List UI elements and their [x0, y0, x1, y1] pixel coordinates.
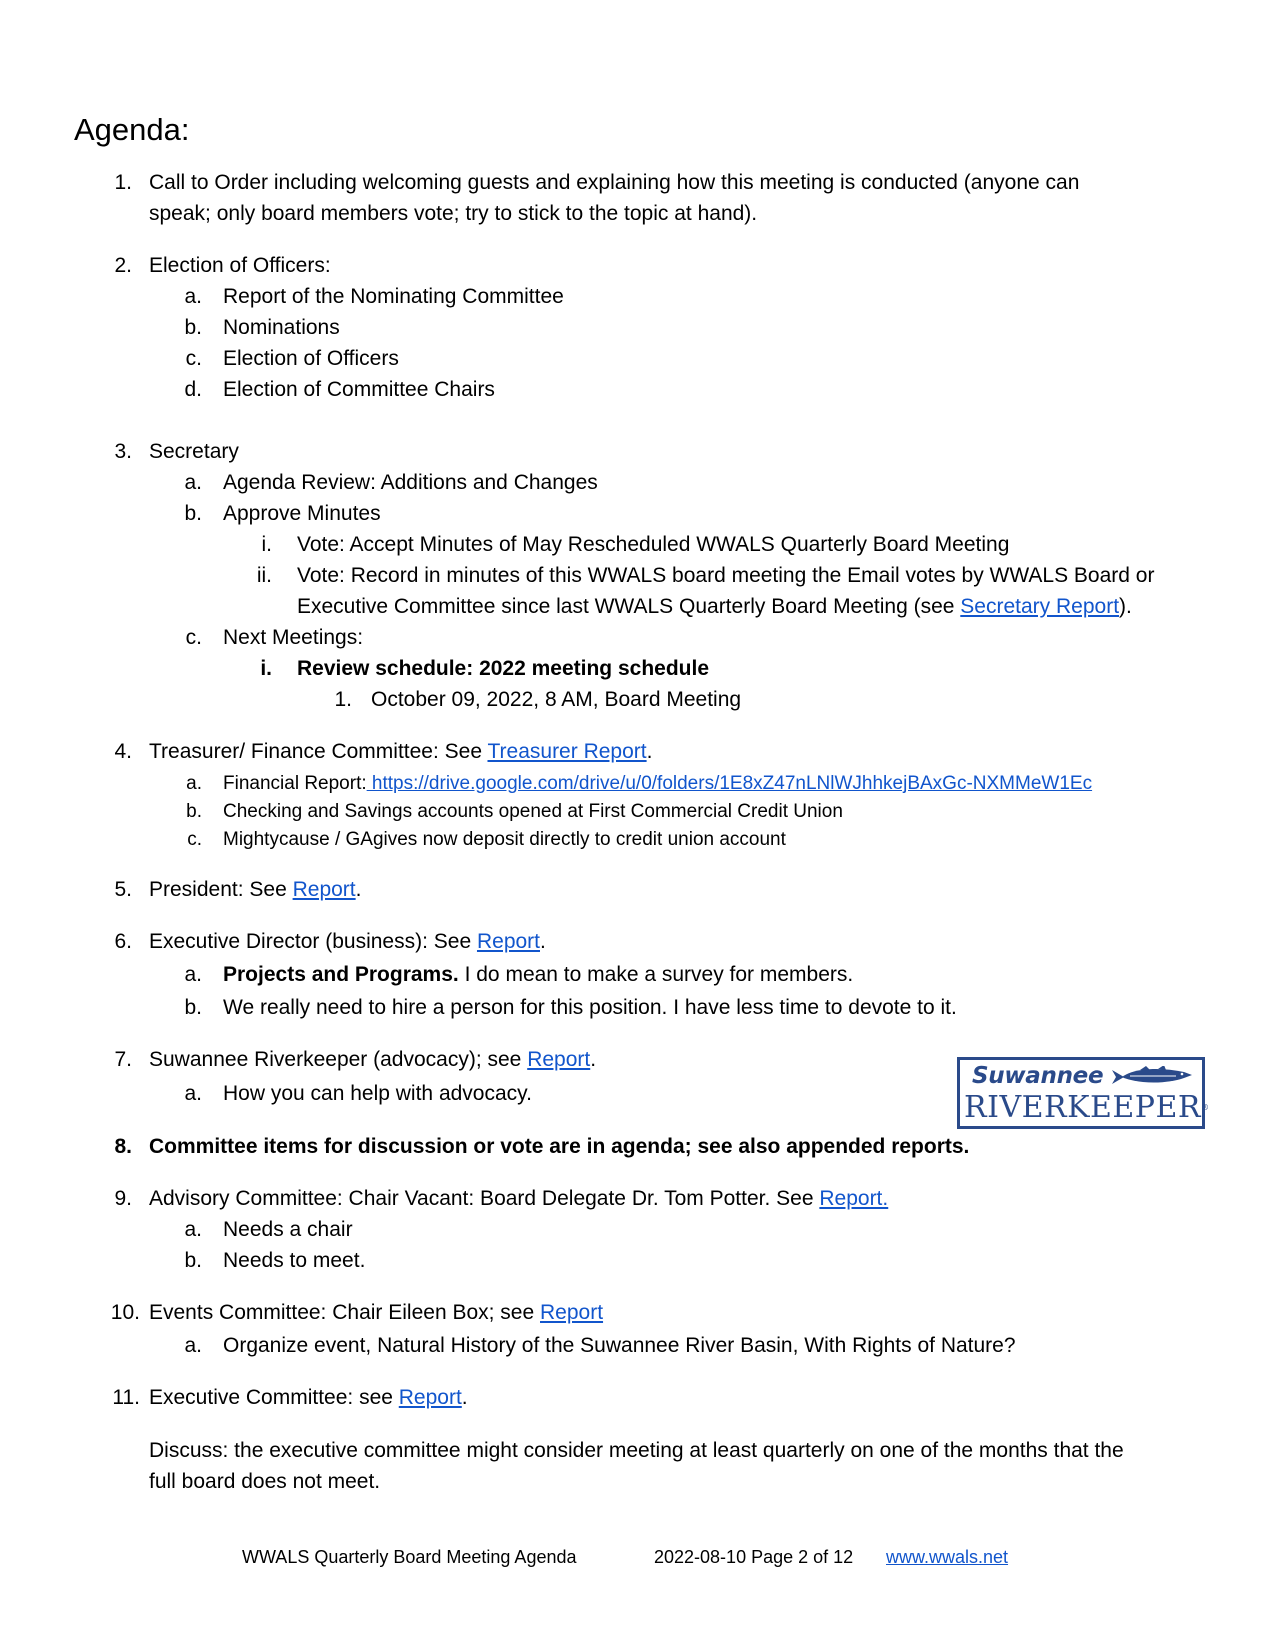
secretary-report-link[interactable]: Secretary Report — [960, 595, 1120, 618]
sub-item-label: b. — [184, 1249, 202, 1272]
text-segment: Executive Committee since last WWALS Quarterly Board Meeting (see — [297, 595, 961, 618]
logo-line-2 — [964, 1092, 1209, 1124]
sub-sub-item-label: i. — [261, 533, 272, 556]
sub-item-label: b. — [184, 316, 202, 339]
item-text — [149, 928, 546, 956]
sub-item-text: How you can help with advocacy. — [223, 1082, 532, 1105]
treasurer-report-link[interactable]: Treasurer Report — [487, 740, 647, 763]
schedule-item-label: 1. — [334, 688, 352, 711]
item-number: 1. — [114, 171, 132, 194]
sub-item-label: a. — [184, 1334, 202, 1357]
sub-item-label: a. — [184, 285, 202, 308]
sub-item-text: Next Meetings: — [223, 626, 364, 649]
text-segment: Advisory Committee: Chair Vacant: Board Delegate Dr. Tom Potter. See — [149, 1187, 820, 1210]
sub-sub-item-label: i. — [260, 657, 272, 680]
sub-item-label: c. — [185, 626, 202, 649]
schedule-item-text: October 09, 2022, 8 AM, Board Meeting — [371, 688, 742, 711]
item-text — [149, 1185, 888, 1213]
page-title: Agenda: — [74, 112, 190, 147]
sub-item-text: Election of Officers — [223, 347, 399, 370]
item-text-continued: speak; only board members vote; try to stick to the topic at hand). — [149, 202, 758, 225]
sub-sub-item-label: ii. — [256, 564, 272, 587]
sub-item-label: d. — [184, 378, 202, 401]
sub-item-text: Organize event, Natural History of the Suwannee River Basin, With Rights of Nature? — [223, 1334, 1016, 1357]
sub-item-label: a. — [184, 1218, 202, 1241]
sub-sub-item-text: Vote: Accept Minutes of May Rescheduled WWALS Quarterly Board Meeting — [297, 533, 1010, 556]
text-segment: . — [646, 740, 653, 763]
sub-item-text: Checking and Savings accounts opened at First Commercial Credit Union — [223, 801, 843, 822]
item-text — [149, 1299, 603, 1327]
text-segment: . — [355, 878, 362, 901]
text-segment: I do mean to make a survey for members. — [458, 963, 854, 986]
footer-website-link[interactable]: www.wwals.net — [886, 1547, 1009, 1567]
sub-item-text: Agenda Review: Additions and Changes — [223, 471, 598, 494]
registered-mark: ® — [1200, 1103, 1210, 1112]
sub-item-text: Report of the Nominating Committee — [223, 285, 564, 308]
text-segment: Suwannee Riverkeeper (advocacy); see — [149, 1048, 528, 1071]
sub-item-text — [223, 771, 1092, 797]
sub-sub-item-text: Review schedule: 2022 meeting schedule — [297, 657, 710, 680]
item-text: Call to Order including welcoming guests and explaining how this meeting is conducted (anyone can — [149, 171, 1080, 194]
advisory-report-link[interactable]: Report. — [819, 1187, 889, 1210]
logo-wordmark: RIVERKEEPER — [964, 1090, 1201, 1125]
executive-committee-report-link[interactable]: Report — [398, 1386, 462, 1409]
text-segment: . — [590, 1048, 597, 1071]
president-report-link[interactable]: Report — [292, 878, 356, 901]
text-segment: Treasurer/ Finance Committee: See — [149, 740, 488, 763]
sub-item-text: Mightycause / GAgives now deposit directly to credit union account — [223, 829, 786, 850]
sub-item-text: We really need to hire a person for this position. I have less time to devote to it. — [223, 996, 957, 1019]
text-segment: Executive Director (business): See — [149, 930, 477, 953]
item-text: Election of Officers: — [149, 254, 331, 277]
item-number: 7. — [114, 1048, 132, 1071]
discussion-paragraph-continued: full board does not meet. — [149, 1470, 381, 1493]
text-segment-bold: Projects and Programs. — [223, 963, 459, 986]
text-segment: . — [461, 1386, 468, 1409]
events-report-link[interactable]: Report — [540, 1301, 604, 1324]
sub-item-label: a. — [186, 773, 202, 794]
sub-item-label: c. — [187, 829, 202, 850]
sub-item-label: c. — [185, 347, 202, 370]
sub-item-text: Needs a chair — [223, 1218, 353, 1241]
sub-item-label: b. — [184, 502, 202, 525]
item-text — [149, 1384, 468, 1412]
text-segment: President: See — [149, 878, 293, 901]
sub-sub-item-text: Vote: Record in minutes of this WWALS board meeting the Email votes by WWALS Board or — [297, 564, 1155, 587]
sub-item-text: Nominations — [223, 316, 340, 339]
text-segment: ). — [1119, 595, 1132, 618]
item-number: 5. — [114, 878, 132, 901]
sub-item-label: b. — [186, 801, 202, 822]
text-segment: Financial Report: — [223, 773, 367, 794]
executive-director-report-link[interactable]: Report — [476, 930, 540, 953]
text-segment: . — [540, 930, 546, 953]
text-segment: Events Committee: Chair Eileen Box; see — [149, 1301, 541, 1324]
footer-date-page: 2022-08-10 Page 2 of 12 — [654, 1547, 854, 1567]
item-number: 9. — [114, 1187, 132, 1210]
suwannee-riverkeeper-logo — [957, 1057, 1210, 1129]
text-segment: Executive Committee: see — [149, 1386, 399, 1409]
logo-line-1: Suwannee — [972, 1063, 1104, 1089]
item-number: 11. — [112, 1386, 140, 1409]
sub-item-text: Approve Minutes — [223, 502, 381, 525]
item-text — [149, 738, 652, 766]
item-number: 10. — [110, 1301, 140, 1324]
sub-item-label: a. — [184, 963, 202, 986]
sub-item-label: b. — [184, 996, 202, 1019]
item-text: Secretary — [149, 440, 239, 463]
sub-item-label: a. — [184, 471, 202, 494]
item-text — [149, 1046, 596, 1074]
riverkeeper-report-link[interactable]: Report — [527, 1048, 591, 1071]
sub-item-text: Election of Committee Chairs — [223, 378, 495, 401]
footer-title: WWALS Quarterly Board Meeting Agenda — [242, 1547, 577, 1567]
financial-report-link[interactable]: https://drive.google.com/drive/u/0/folders/1E8xZ47nLNlWJhhkejBAxGc-NXMMeW1Ec — [366, 773, 1093, 794]
sub-item-label: a. — [184, 1082, 202, 1105]
item-number: 6. — [114, 930, 132, 953]
item-number: 2. — [114, 254, 132, 277]
sub-sub-item-text-continued — [297, 593, 1132, 621]
item-number: 3. — [114, 440, 132, 463]
sub-item-text: Needs to meet. — [223, 1249, 366, 1272]
sub-item-text — [223, 961, 853, 989]
item-number: 4. — [114, 740, 132, 763]
item-text — [149, 876, 361, 904]
item-number: 8. — [114, 1135, 132, 1158]
item-text: Committee items for discussion or vote are in agenda; see also appended reports. — [149, 1135, 970, 1158]
discussion-paragraph: Discuss: the executive committee might consider meeting at least quarterly on one of the months that the — [149, 1439, 1124, 1462]
